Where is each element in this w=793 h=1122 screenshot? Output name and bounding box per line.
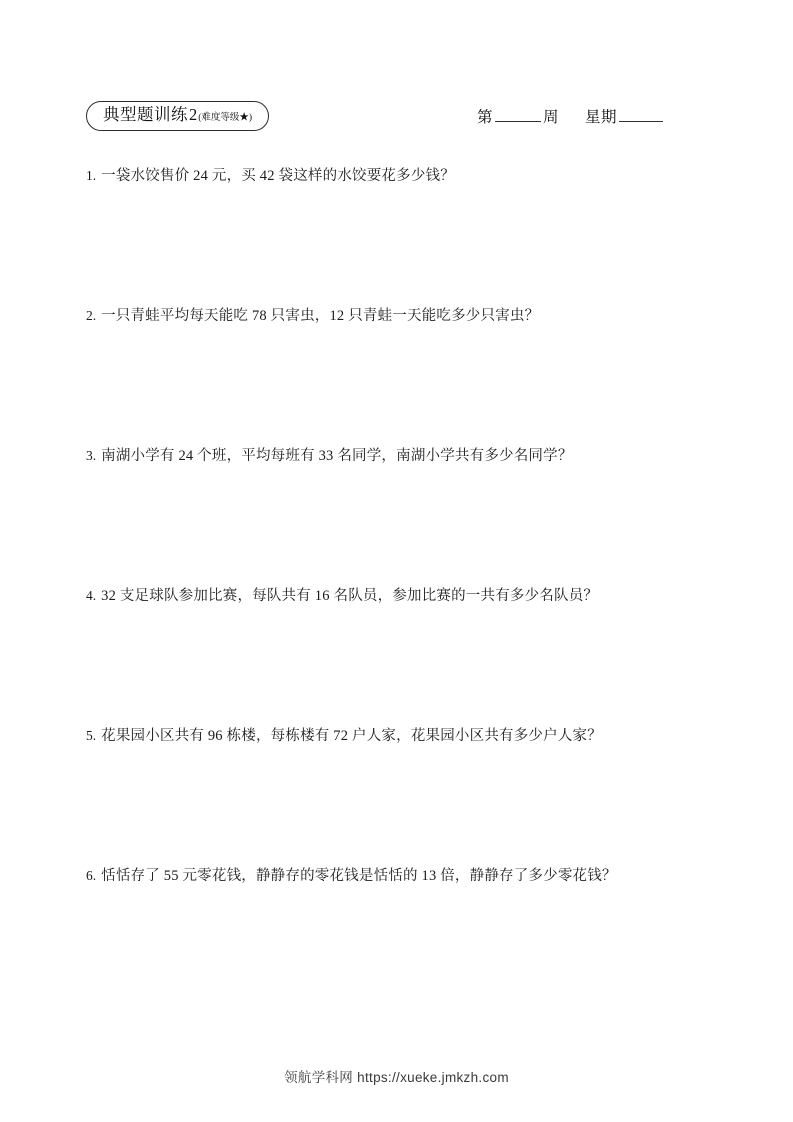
question-item — [86, 726, 723, 866]
question-list — [86, 166, 723, 1006]
question-number: 2. — [86, 308, 97, 323]
footer-watermark: 领航学科网 https://xueke.jmkzh.com — [284, 1070, 509, 1085]
worksheet-title-badge — [86, 101, 269, 132]
title-main-text: 典型题训练 — [103, 104, 188, 124]
page-header — [86, 96, 707, 136]
title-number: 2 — [189, 104, 198, 124]
question-text: 32 支足球队参加比赛，每队共有 16 名队员，参加比赛的一共有多少名队员？ — [101, 588, 599, 604]
week-unit-label: 周 — [542, 109, 559, 126]
question-text: 恬恬存了 55 元零花钱，静静存的零花钱是恬恬的 13 倍，静静存了多少零花钱？ — [101, 868, 617, 884]
question-text: 一只青蛙平均每天能吃 78 只害虫，12 只青蛙一天能吃多少只害虫？ — [101, 308, 540, 324]
page-footer — [0, 1066, 793, 1086]
question-text: 南湖小学有 24 个班，平均每班有 33 名同学，南湖小学共有多少名同学？ — [101, 448, 573, 464]
weekday-label: 星期 — [584, 109, 617, 126]
question-text: 花果园小区共有 96 栋楼，每栋楼有 72 户人家，花果园小区共有多少户人家？ — [101, 728, 602, 744]
title-difficulty-note: (难度等级★) — [198, 112, 253, 123]
question-number: 5. — [86, 728, 97, 743]
question-item — [86, 446, 723, 586]
question-number: 6. — [86, 868, 97, 883]
question-item — [86, 586, 723, 726]
question-number: 4. — [86, 588, 97, 603]
question-text: 一袋水饺售价 24 元，买 42 袋这样的水饺要花多少钱？ — [101, 168, 455, 184]
weekday-blank[interactable] — [619, 107, 663, 122]
week-number-blank[interactable] — [495, 107, 541, 122]
week-prefix-label: 第 — [476, 109, 493, 126]
date-fill-line — [477, 105, 665, 127]
question-number: 1. — [86, 168, 97, 183]
question-item — [86, 166, 723, 306]
question-item — [86, 306, 723, 446]
question-number: 3. — [86, 448, 97, 463]
question-item — [86, 866, 723, 1006]
